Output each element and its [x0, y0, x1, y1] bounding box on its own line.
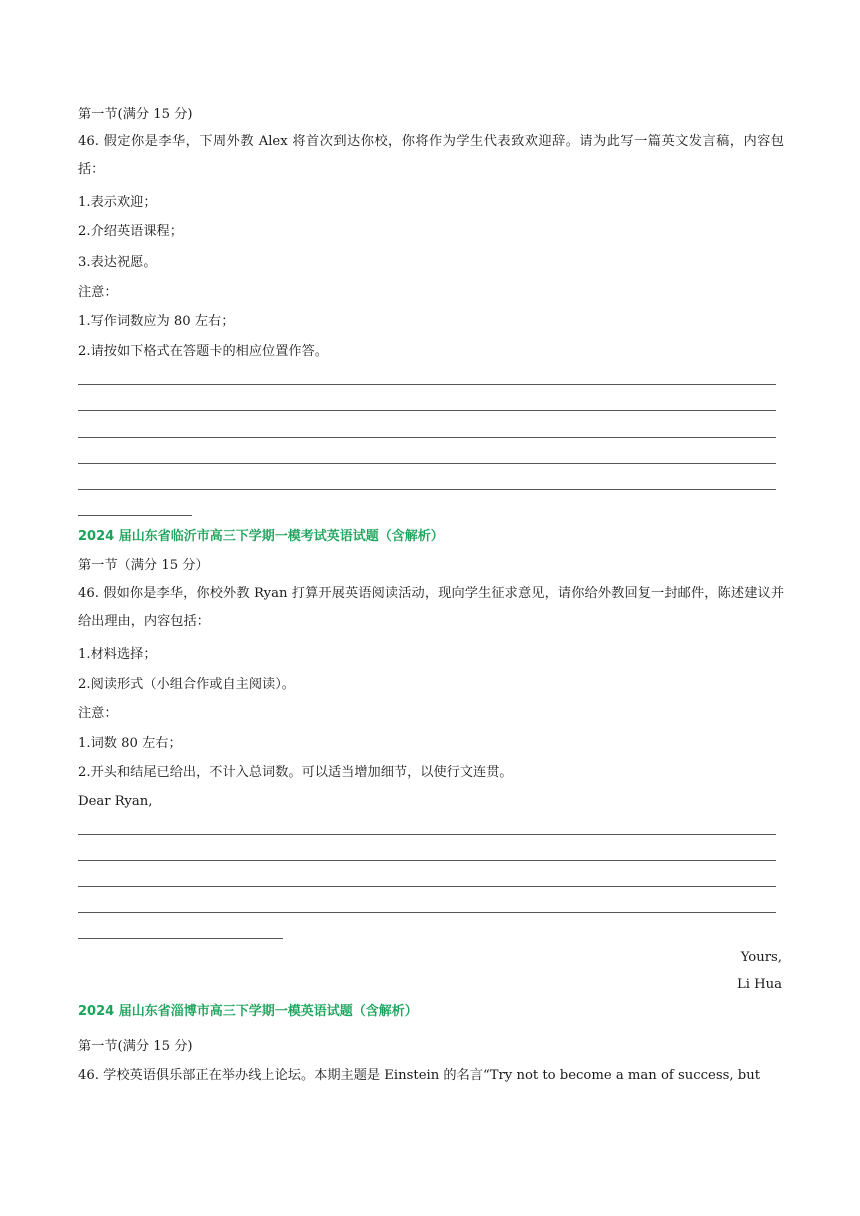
content-point-1: 1.表示欢迎； — [78, 195, 157, 210]
question-46-prompt: 46. 假如你是李华，你校外教 Ryan 打算开展英语阅读活动，现向学生征求意见，请你给外教回复一封邮件，陈述建议并给出理由，内容包括： — [78, 586, 784, 629]
note-1: 1.写作词数应为 80 左右； — [78, 314, 235, 329]
answer-line — [78, 938, 283, 939]
answer-line — [78, 437, 776, 438]
answer-line — [78, 515, 192, 516]
answer-line — [78, 860, 776, 861]
answer-line — [78, 834, 776, 835]
section-label: 第一节(满分 15 分) — [78, 107, 193, 122]
answer-line — [78, 489, 776, 490]
exam-heading: 2024 届山东省临沂市高三下学期一模考试英语试题（含解析） — [78, 529, 444, 544]
exam-heading: 2024 届山东省淄博市高三下学期一模英语试题（含解析） — [78, 1004, 418, 1019]
note-1: 1.词数 80 左右； — [78, 736, 182, 751]
note-2: 2.请按如下格式在答题卡的相应位置作答。 — [78, 344, 328, 359]
section-label: 第一节(满分 15 分) — [78, 1039, 193, 1054]
note-label: 注意： — [78, 706, 118, 721]
note-2: 2.开头和结尾已给出，不计入总词数。可以适当增加细节，以使行文连贯。 — [78, 765, 513, 780]
answer-line — [78, 886, 776, 887]
letter-closing: Yours, — [740, 950, 782, 965]
question-46-prompt: 46. 学校英语俱乐部正在举办线上论坛。本期主题是 Einstein 的名言“Try not to become a man of success, but — [78, 1068, 760, 1083]
answer-line — [78, 410, 776, 411]
note-label: 注意： — [78, 285, 118, 300]
question-46-prompt: 46. 假定你是李华，下周外教 Alex 将首次到达你校，你将作为学生代表致欢迎辞。请为此写一篇英文发言稿，内容包括： — [78, 134, 784, 177]
section-label: 第一节（满分 15 分） — [78, 558, 209, 573]
answer-line — [78, 384, 776, 385]
answer-line — [78, 912, 776, 913]
content-point-2: 2.阅读形式（小组合作或自主阅读）。 — [78, 677, 295, 692]
letter-salutation: Dear Ryan, — [78, 794, 153, 809]
letter-signature: Li Hua — [736, 977, 782, 992]
answer-line — [78, 463, 776, 464]
content-point-3: 3.表达祝愿。 — [78, 255, 157, 270]
content-point-2: 2.介绍英语课程； — [78, 224, 183, 239]
content-point-1: 1.材料选择； — [78, 647, 157, 662]
